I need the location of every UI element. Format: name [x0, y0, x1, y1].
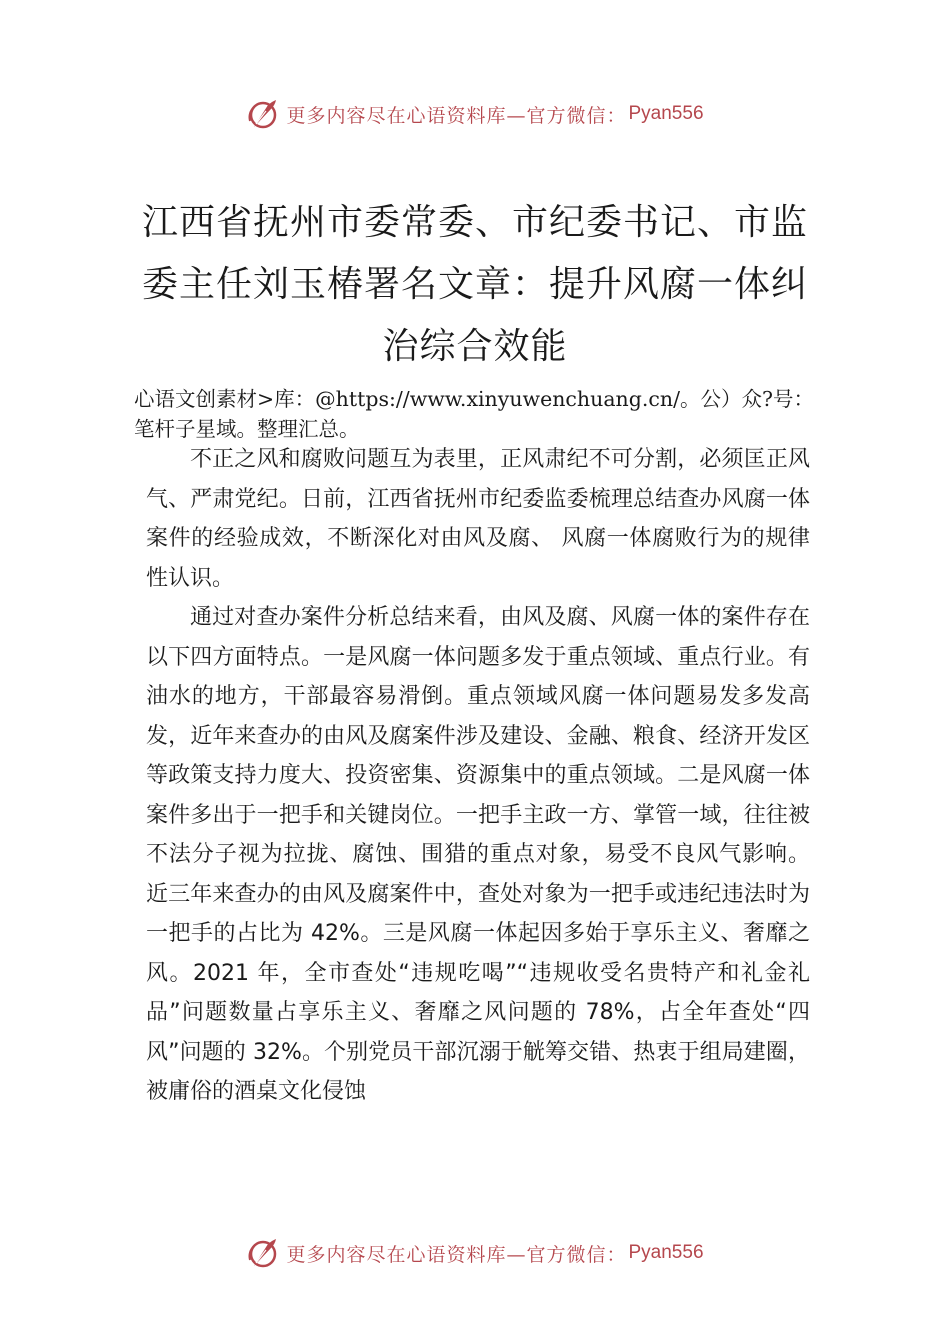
article-body: [146, 440, 810, 1112]
banner-handle: Pyan556: [628, 103, 704, 124]
banner-text: 更多内容尽在心语资料库—官方微信：: [286, 1243, 627, 1266]
paragraph: 通过对查办案件分析总结来看，由风及腐、风腐一体的案件存在以下四方面特点。一是风腐一体问题多发于重点领域、重点行业。有油水的地方，干部最容易滑倒。重点领域风腐一体问题易发多发高发，近年来查办的由风及腐案件涉及建设、金融、粮食、经济开发区等政策支持力度大、投资密集、资源集中的重点领域。二是风腐一体案件多出于一把手和关键岗位。一把手主政一方、掌管一域，往往被不法分子视为拉拢、腐蚀、围猎的重点对象，易受不良风气影响。 近三年来查办的由风及腐案件中，查处对象为一把手或违纪违法时为一把手的占比为 42%。三是风腐一体起因多始于享乐主义、奢靡之风。2021 年，全市查处“违规吃喝”“违规收受名贵特产和礼金礼品”问题数量占享乐主义、奢靡之风问题的 78%，占全年查处“四风”问题的 32%。个别党员干部沉溺于觥筹交错、热衷于组局建圈，被庸俗的酒桌文化侵蚀: [146, 605, 810, 1104]
header-banner: [0, 94, 950, 134]
paragraph: 不正之风和腐败问题互为表里，正风肃纪不可分割，必须匡正风气、严肃党纪。日前，江西省抚州市纪委监委梳理总结查办风腐一体案件的经验成效，不断深化对由风及腐、 风腐一体腐败行为的规律性认识。: [146, 447, 810, 591]
banner-handle: Pyan556: [628, 1242, 704, 1263]
banner-text: 更多内容尽在心语资料库—官方微信：: [286, 104, 627, 127]
footer-banner: [0, 1233, 950, 1273]
article-title: 江西省抚州市委常委、市纪委书记、市监委主任刘玉椿署名文章：提升风腐一体纠治综合效能: [141, 202, 808, 367]
quill-pen-icon: [246, 97, 280, 131]
quill-pen-icon: [246, 1236, 280, 1270]
source-note: 心语文创素材>库：@https://www.xinyuwenchuang.cn/。公）众?号：笔杆子星域。整理汇总。: [134, 387, 814, 441]
